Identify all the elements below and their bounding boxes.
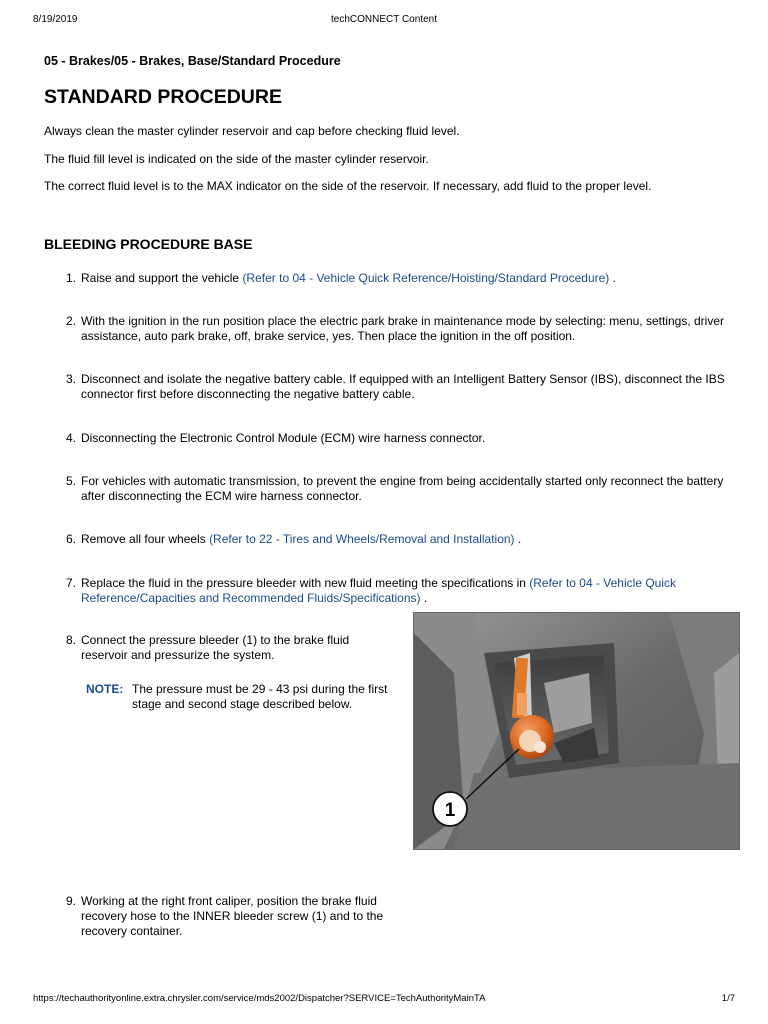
step-text-suffix: . bbox=[514, 532, 522, 546]
intro-paragraph-2: The fluid fill level is indicated on the side of the master cylinder reservoir. bbox=[44, 152, 429, 166]
step-number: 8. bbox=[66, 633, 77, 647]
page-title: STANDARD PROCEDURE bbox=[44, 86, 282, 108]
section-heading: BLEEDING PROCEDURE BASE bbox=[44, 236, 253, 252]
step-6-reference-link[interactable]: (Refer to 22 - Tires and Wheels/Removal and Installation) bbox=[209, 532, 515, 546]
step-text: Connect the pressure bleeder (1) to the brake fluid reservoir and pressurize the system. bbox=[81, 633, 350, 662]
step-text: Disconnect and isolate the negative battery cable. If equipped with an Intelligent Battery Sensor (IBS), disconnect the IBS connector first before disconnecting the negative battery cable. bbox=[81, 372, 725, 401]
note-label: NOTE: bbox=[86, 682, 124, 696]
step-number: 6. bbox=[66, 532, 77, 546]
step-text: Replace the fluid in the pressure bleeder with new fluid meeting the specifications in bbox=[81, 576, 530, 590]
note-text: The pressure must be 29 - 43 psi during the first stage and second stage described below. bbox=[132, 682, 388, 711]
step-number: 7. bbox=[66, 576, 77, 590]
pressure-bleeder-figure bbox=[413, 612, 740, 850]
step-8 bbox=[66, 633, 366, 663]
step-1-reference-link[interactable]: (Refer to 04 - Vehicle Quick Reference/Hoisting/Standard Procedure) bbox=[242, 271, 610, 285]
intro-paragraph-3: The correct fluid level is to the MAX indicator on the side of the reservoir. If necessary, add fluid to the proper level. bbox=[44, 179, 652, 193]
step-number: 2. bbox=[66, 314, 77, 328]
intro-paragraph-1: Always clean the master cylinder reservoir and cap before checking fluid level. bbox=[44, 124, 460, 138]
step-6 bbox=[66, 532, 726, 547]
step-text: With the ignition in the run position place the electric park brake in maintenance mode by selecting: menu, settings, driver assistance, auto park brake, off, brake service, yes. Then place the ignition in the off position. bbox=[81, 314, 725, 343]
step-number: 9. bbox=[66, 894, 77, 908]
step-text: For vehicles with automatic transmission, to prevent the engine from being accidentally started only reconnect the battery after disconnecting the ECM wire harness connector. bbox=[81, 474, 724, 503]
step-text: Remove all four wheels bbox=[81, 532, 210, 546]
step-number: 4. bbox=[66, 431, 77, 445]
step-7-reference-link[interactable]: (Refer to 04 - Vehicle Quick Reference/Capacities and Recommended Fluids/Specifications) bbox=[81, 576, 676, 605]
print-header-title: techCONNECT Content bbox=[331, 14, 437, 25]
step-1 bbox=[66, 271, 726, 286]
breadcrumb: 05 - Brakes/05 - Brakes, Base/Standard Procedure bbox=[44, 54, 341, 68]
step-9 bbox=[66, 894, 396, 939]
step-4 bbox=[66, 431, 726, 446]
pressure-bleeder-illustration bbox=[414, 613, 739, 849]
figure-callout-label: 1 bbox=[444, 800, 456, 821]
step-text-suffix: . bbox=[609, 271, 616, 285]
step-7 bbox=[66, 576, 726, 606]
step-text: Raise and support the vehicle bbox=[81, 271, 243, 285]
page-number: 1/7 bbox=[721, 993, 735, 1004]
step-text-suffix: . bbox=[420, 591, 428, 605]
print-date: 8/19/2019 bbox=[33, 14, 78, 25]
step-2 bbox=[66, 314, 726, 344]
step-text: Working at the right front caliper, position the brake fluid recovery hose to the INNER bleeder screw (1) and to the recovery container. bbox=[81, 894, 384, 938]
step-number: 5. bbox=[66, 474, 77, 488]
step-3 bbox=[66, 372, 726, 402]
step-number: 1. bbox=[66, 271, 77, 285]
footer-url: https://techauthorityonline.extra.chrysler.com/service/mds2002/Dispatcher?SERVICE=TechAuthorityMainTA bbox=[33, 993, 486, 1004]
step-5 bbox=[66, 474, 726, 504]
step-text: Disconnecting the Electronic Control Module (ECM) wire harness connector. bbox=[81, 431, 486, 445]
step-number: 3. bbox=[66, 372, 77, 386]
